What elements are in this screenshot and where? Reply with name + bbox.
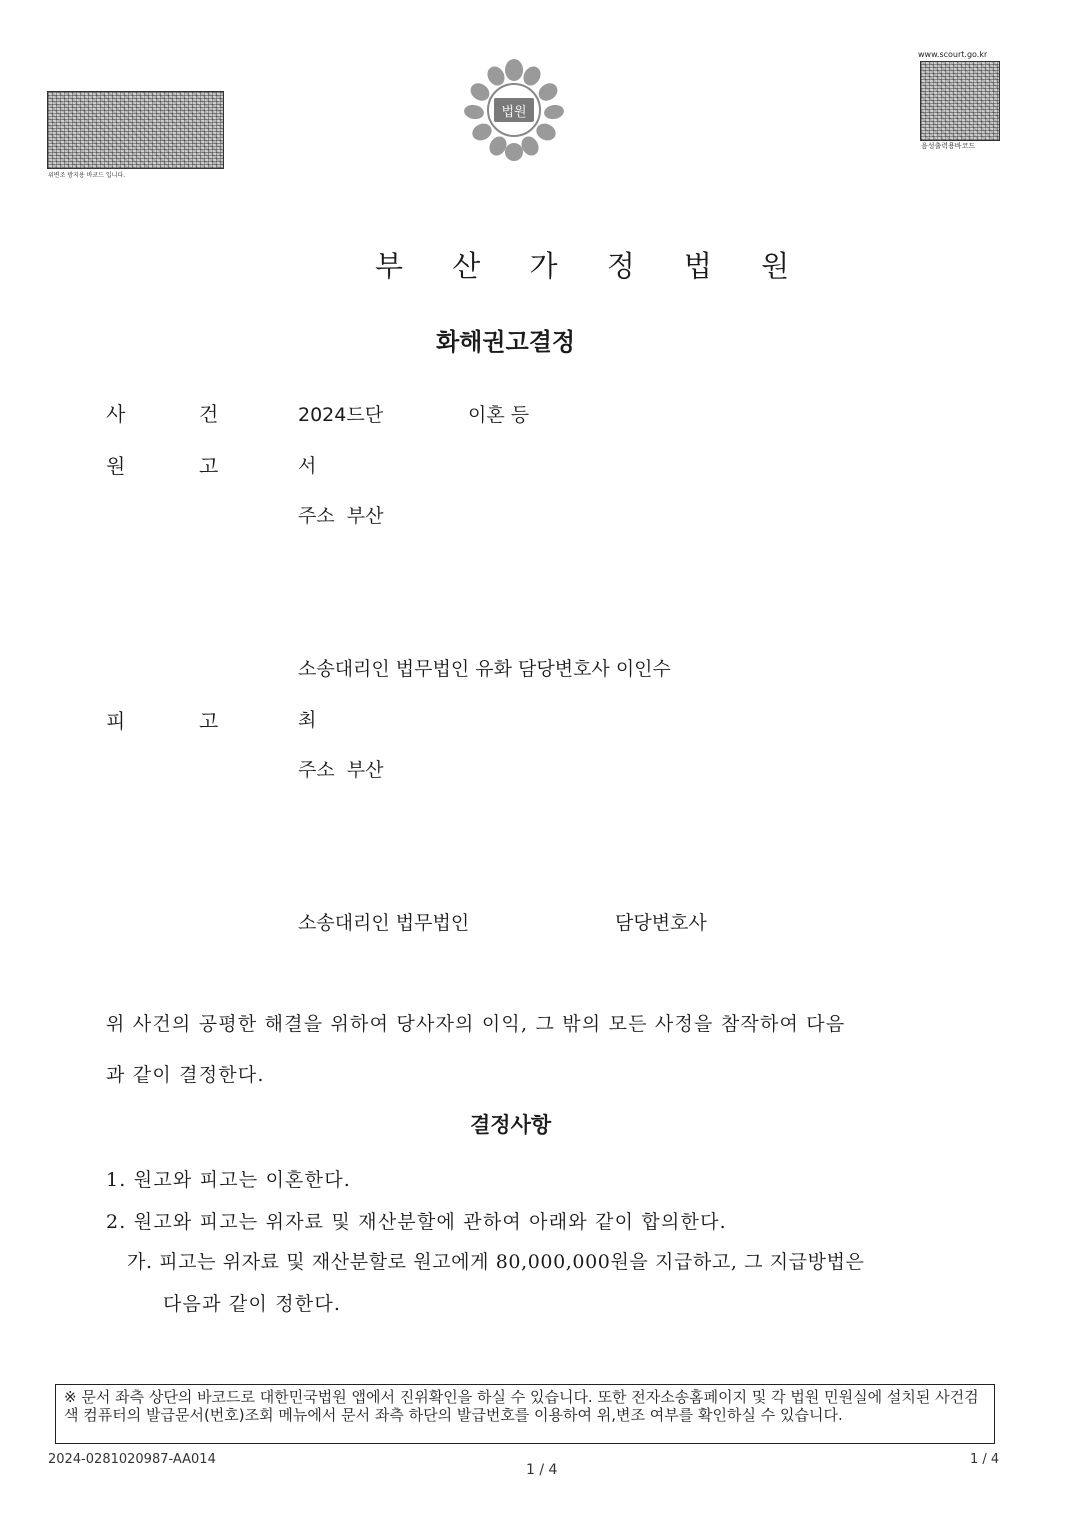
court-name: 부 산 가 정 법 원	[375, 249, 810, 283]
page-number-right: 1 / 4	[970, 1452, 1000, 1467]
intro-line-2: 과 같이 결정한다.	[106, 1064, 265, 1086]
defendant-address: 주소 부산	[298, 759, 384, 781]
decision-item-2a-line-1: 가. 피고는 위자료 및 재산분할로 원고에게 80,000,000원을 지급하고, 그 지급방법은	[127, 1251, 865, 1273]
defendant-attorney: 담당변호사	[615, 912, 707, 934]
defendant-label-2: 고	[199, 709, 219, 733]
defendant-name: 최	[298, 709, 317, 731]
case-name: 이혼 등	[468, 404, 530, 426]
decision-item-2: 2. 원고와 피고는 위자료 및 재산분할에 관하여 아래와 같이 합의한다.	[106, 1211, 727, 1233]
case-label-1: 사	[106, 402, 126, 426]
court-emblem-icon	[462, 58, 566, 162]
intro-line-1: 위 사건의 공평한 해결을 위하여 당사자의 이익, 그 밖의 모든 사정을 참작하여 다음	[106, 1013, 846, 1035]
decision-item-2a-line-2: 다음과 같이 정한다.	[163, 1293, 342, 1315]
plaintiff-label-2: 고	[199, 454, 219, 478]
issue-number: 2024-0281020987-AA014	[48, 1452, 216, 1467]
voice-output-barcode	[920, 61, 1000, 141]
plaintiff-label-1: 원	[106, 454, 126, 478]
emblem-text: 법원	[501, 105, 527, 120]
plaintiff-name: 서	[298, 455, 317, 477]
plaintiff-address: 주소 부산	[298, 505, 384, 527]
defendant-label-1: 피	[106, 709, 126, 733]
document-title: 화해권고결정	[436, 328, 576, 356]
scourt-url: www.scourt.go.kr	[918, 50, 988, 59]
defendant-representative: 소송대리인 법무법인	[298, 912, 470, 934]
section-title: 결정사항	[470, 1113, 552, 1137]
decision-item-1: 1. 원고와 피고는 이혼한다.	[106, 1169, 352, 1191]
case-label-2: 건	[199, 402, 219, 426]
case-number: 2024드단	[298, 404, 384, 426]
verification-barcode	[47, 91, 224, 169]
page-number-center: 1 / 4	[526, 1462, 558, 1478]
verification-barcode-caption: 위변조 방지용 바코드 입니다.	[48, 172, 126, 179]
plaintiff-representative: 소송대리인 법무법인 유화 담당변호사 이인수	[298, 658, 671, 680]
verification-notice: ※ 문서 좌측 상단의 바코드로 대한민국법원 앱에서 진위확인을 하실 수 있습니다. 또한 전자소송홈페이지 및 각 법원 민원실에 설치된 사건검색 컴퓨터의 발급문서(번호)조회 메뉴에서 문서 좌측 하단의 발급번호를 이용하여 위,변조 여부를 확인하실 수 있습니다.	[55, 1384, 995, 1444]
voice-output-barcode-caption: 음성출력용바코드	[921, 142, 976, 150]
